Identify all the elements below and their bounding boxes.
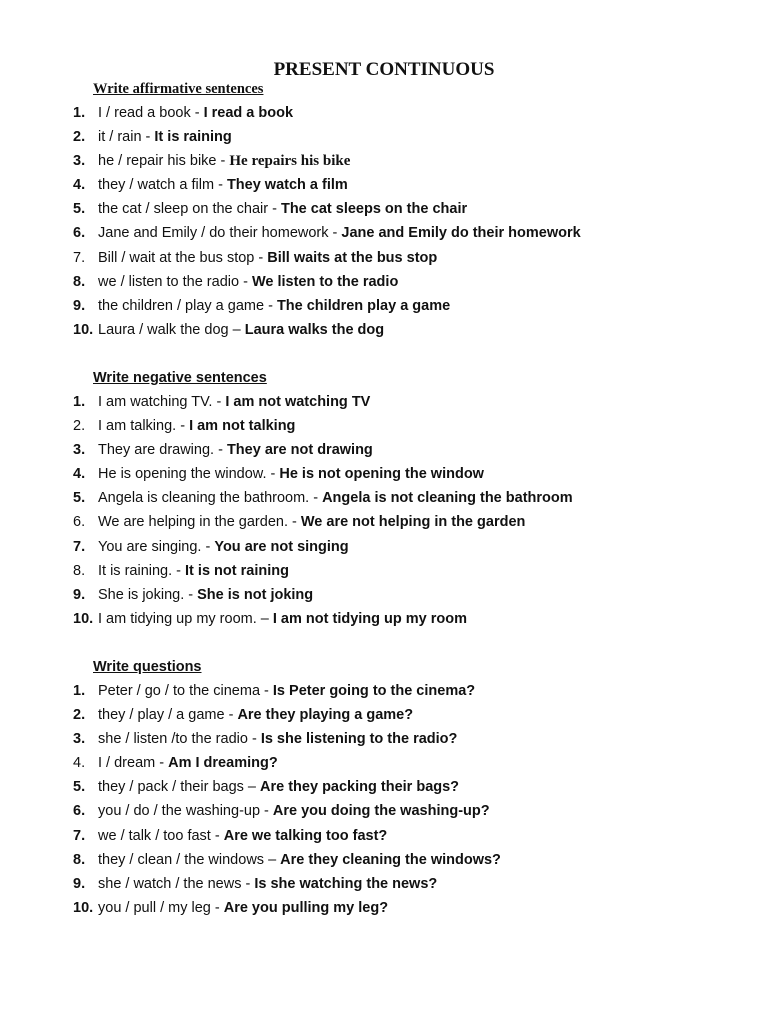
item-number: 1. xyxy=(73,394,86,410)
item-text xyxy=(98,727,457,751)
list-item xyxy=(0,775,768,799)
item-prompt: the cat / sleep on the chair - xyxy=(98,201,281,218)
item-text xyxy=(98,559,289,583)
negative-list xyxy=(0,390,768,631)
questions-list xyxy=(0,679,768,920)
item-prompt: Angela is cleaning the bathroom. - xyxy=(98,490,323,507)
item-prompt: I am watching TV. - xyxy=(98,394,226,410)
item-prompt: we / talk / too fast - xyxy=(98,827,224,844)
item-prompt: I am talking. - xyxy=(98,418,190,435)
item-text xyxy=(98,125,232,149)
affirmative-heading: Write affirmative sentences xyxy=(93,81,264,97)
item-text xyxy=(98,149,350,173)
item-answer: The children play a game xyxy=(276,297,451,314)
item-prompt: Peter / go / to the cinema - xyxy=(98,683,273,699)
list-item xyxy=(0,751,768,775)
item-text xyxy=(98,583,313,607)
list-item xyxy=(0,173,768,197)
item-prompt: I / read a book - xyxy=(98,105,204,121)
item-answer: It is raining xyxy=(154,129,232,146)
list-item xyxy=(0,221,768,245)
item-answer: Are we talking too fast? xyxy=(223,827,388,844)
item-number: 4. xyxy=(73,466,86,483)
item-answer: Are they cleaning the windows? xyxy=(280,851,501,868)
list-item xyxy=(0,799,768,823)
list-item xyxy=(0,559,768,583)
list-item xyxy=(0,510,768,534)
list-item xyxy=(0,270,768,294)
negative-section xyxy=(0,366,768,631)
page-title: PRESENT CONTINUOUS xyxy=(273,59,495,80)
item-number: 6. xyxy=(73,514,86,531)
item-prompt: you / do / the washing-up - xyxy=(98,803,273,820)
item-number: 2. xyxy=(73,418,86,435)
list-item xyxy=(0,390,768,414)
item-number: 10. xyxy=(73,899,94,916)
item-answer: Is she watching the news? xyxy=(254,875,438,892)
item-text xyxy=(98,270,398,294)
item-number: 4. xyxy=(73,755,86,772)
item-number: 2. xyxy=(73,129,86,146)
item-number: 10. xyxy=(73,321,94,338)
item-prompt: I am tidying up my room. – xyxy=(98,610,273,627)
item-number: 3. xyxy=(73,731,86,748)
list-item xyxy=(0,125,768,149)
item-answer: The cat sleeps on the chair xyxy=(280,201,468,218)
item-text xyxy=(98,438,373,462)
item-answer: I read a book xyxy=(203,105,294,121)
item-text xyxy=(98,824,387,848)
item-answer: I am not watching TV xyxy=(225,394,371,410)
item-prompt: the children / play a game - xyxy=(98,297,277,314)
list-item xyxy=(0,824,768,848)
list-item xyxy=(0,246,768,270)
item-text xyxy=(98,246,437,270)
item-answer: Bill waits at the bus stop xyxy=(267,249,438,266)
item-prompt: You are singing. - xyxy=(98,538,215,555)
item-text xyxy=(98,775,459,799)
list-item xyxy=(0,703,768,727)
item-number: 8. xyxy=(73,562,86,579)
item-prompt: it / rain - xyxy=(98,129,155,146)
item-answer: Are they playing a game? xyxy=(237,707,414,724)
list-item xyxy=(0,149,768,173)
item-answer: Is Peter going to the cinema? xyxy=(272,683,476,699)
item-prompt: She is joking. - xyxy=(98,586,198,603)
item-prompt: they / clean / the windows – xyxy=(98,851,281,868)
item-text xyxy=(98,872,437,896)
item-number: 9. xyxy=(73,875,86,892)
item-answer: Is she listening to the radio? xyxy=(260,731,458,748)
list-item xyxy=(0,294,768,318)
list-item xyxy=(0,197,768,221)
item-text xyxy=(98,294,450,318)
item-number: 3. xyxy=(73,442,86,459)
list-item xyxy=(0,679,768,703)
list-item xyxy=(0,438,768,462)
item-prompt: she / listen /to the radio - xyxy=(98,731,261,748)
item-number: 1. xyxy=(73,105,86,121)
item-number: 7. xyxy=(73,538,86,555)
item-number: 2. xyxy=(73,707,86,724)
item-answer: You are not singing xyxy=(214,538,349,555)
item-text xyxy=(98,751,278,775)
item-prompt: I / dream - xyxy=(98,755,169,772)
item-number: 5. xyxy=(73,490,86,507)
item-prompt: We are helping in the garden. - xyxy=(98,514,301,531)
item-text xyxy=(98,414,295,438)
item-number: 9. xyxy=(73,586,86,603)
item-number: 7. xyxy=(73,827,86,844)
item-text xyxy=(98,535,349,559)
item-text xyxy=(98,486,573,510)
item-number: 3. xyxy=(73,153,86,170)
item-prompt: Bill / wait at the bus stop - xyxy=(98,249,268,266)
item-prompt: It is raining. - xyxy=(98,562,186,579)
item-text xyxy=(98,173,348,197)
item-prompt: Laura / walk the dog – xyxy=(98,321,245,338)
list-item xyxy=(0,896,768,920)
item-text xyxy=(98,607,467,631)
item-number: 9. xyxy=(73,297,86,314)
item-number: 8. xyxy=(73,273,86,290)
item-answer: Are they packing their bags? xyxy=(260,779,460,796)
item-prompt: she / watch / the news - xyxy=(98,875,255,892)
item-answer: I am not tidying up my room xyxy=(272,610,468,627)
item-prompt: He is opening the window. - xyxy=(98,466,280,483)
list-item xyxy=(0,414,768,438)
item-prompt: they / play / a game - xyxy=(98,707,238,724)
item-answer: He is not opening the window xyxy=(279,466,484,483)
negative-heading: Write negative sentences xyxy=(93,370,267,386)
questions-heading: Write questions xyxy=(93,659,202,675)
item-text xyxy=(98,848,501,872)
item-answer: We are not helping in the garden xyxy=(300,514,526,531)
affirmative-section xyxy=(0,80,768,342)
item-answer: Am I dreaming? xyxy=(168,755,278,772)
item-prompt: They are drawing. - xyxy=(98,442,227,459)
item-text xyxy=(98,679,475,703)
item-prompt: they / watch a film - xyxy=(98,177,227,194)
item-text xyxy=(98,318,384,342)
list-item xyxy=(0,486,768,510)
questions-section xyxy=(0,655,768,920)
item-number: 7. xyxy=(73,249,86,266)
item-text xyxy=(98,462,484,486)
list-item xyxy=(0,872,768,896)
item-answer: Angela is not cleaning the bathroom xyxy=(322,490,573,507)
item-prompt: you / pull / my leg - xyxy=(98,899,224,916)
item-number: 6. xyxy=(73,803,86,820)
affirmative-list xyxy=(0,101,768,342)
item-number: 5. xyxy=(73,201,86,218)
item-text xyxy=(98,101,293,125)
list-item xyxy=(0,848,768,872)
item-answer: Are you doing the washing-up? xyxy=(272,803,490,820)
list-item xyxy=(0,727,768,751)
item-answer: Are you pulling my leg? xyxy=(223,899,389,916)
item-text xyxy=(98,799,490,823)
item-number: 5. xyxy=(73,779,86,796)
item-prompt: we / listen to the radio - xyxy=(98,273,252,290)
item-prompt: he / repair his bike - xyxy=(98,153,230,170)
list-item xyxy=(0,318,768,342)
item-answer: They watch a film xyxy=(226,177,348,194)
item-answer: Jane and Emily do their homework xyxy=(341,225,581,242)
item-text xyxy=(98,896,388,920)
item-number: 6. xyxy=(73,225,86,242)
item-number: 4. xyxy=(73,177,86,194)
item-answer: They are not drawing xyxy=(226,442,373,459)
item-answer: Laura walks the dog xyxy=(244,321,385,338)
list-item xyxy=(0,101,768,125)
item-answer: I am not talking xyxy=(189,418,296,435)
list-item xyxy=(0,462,768,486)
item-text xyxy=(98,390,370,414)
item-text xyxy=(98,510,525,534)
item-prompt: they / pack / their bags – xyxy=(98,779,261,796)
item-text xyxy=(98,703,413,727)
item-text xyxy=(98,221,581,245)
list-item xyxy=(0,607,768,631)
list-item xyxy=(0,583,768,607)
item-number: 8. xyxy=(73,851,86,868)
item-number: 1. xyxy=(73,683,86,699)
item-answer: It is not raining xyxy=(185,562,289,579)
item-answer: He repairs his bike xyxy=(229,153,351,170)
item-answer: She is not joking xyxy=(197,586,314,603)
item-text xyxy=(98,197,467,221)
item-prompt: Jane and Emily / do their homework - xyxy=(98,225,342,242)
item-number: 10. xyxy=(73,610,94,627)
item-answer: We listen to the radio xyxy=(251,273,399,290)
list-item xyxy=(0,535,768,559)
